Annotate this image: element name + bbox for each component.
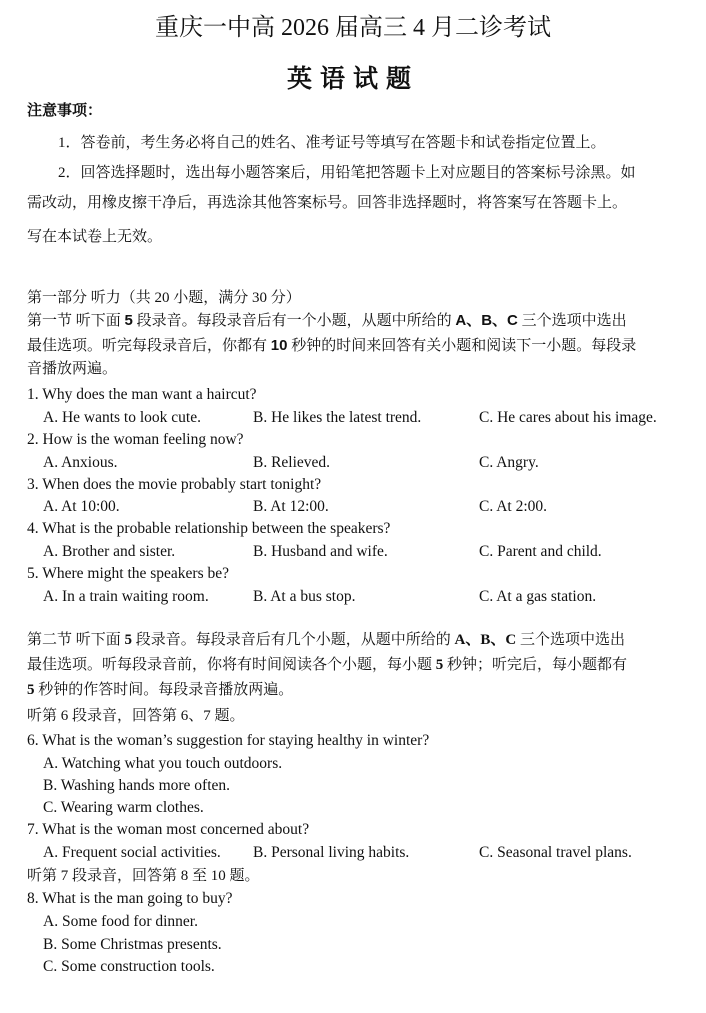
question-2: 2. How is the woman feeling now? (27, 431, 244, 448)
text: 5 (124, 632, 133, 648)
text: 5 (435, 657, 444, 673)
option-7c: C. Seasonal travel plans. (479, 844, 632, 861)
sec1-instructions-line2 (27, 336, 636, 356)
text: 第一节 听下面 (27, 313, 125, 329)
option-4a: A. Brother and sister. (43, 543, 176, 560)
notice-heading: 注意事项： (27, 102, 103, 119)
option-1a: A. He wants to look cute. (43, 409, 201, 426)
notice-item-2-line3: 写在本试卷上无效。 (27, 229, 163, 245)
text: 第二节 听下面 (27, 632, 125, 648)
text: 段录音。每段录音后有一个小题，从题中所给的 (132, 313, 456, 329)
option-2b: B. Relieved. (253, 454, 331, 471)
option-4c: C. Parent and child. (479, 543, 602, 560)
notice-item-1: 1．答卷前，考生务必将自己的姓名、准考证号等填写在答题卡和试卷指定位置上。 (58, 135, 606, 151)
option-7a: A. Frequent social activities. (43, 844, 221, 861)
option-7b: B. Personal living habits. (253, 844, 410, 861)
text: 三个选项中选出 (517, 313, 627, 329)
sec2-instructions-line3 (27, 680, 293, 700)
sec2-instructions-line1 (27, 630, 625, 650)
sec1-instructions-line1 (27, 311, 627, 331)
text: 秒钟；听完后，每小题都有 (443, 657, 628, 673)
option-3a: A. At 10:00. (43, 498, 120, 515)
part1-heading: 第一部分 听力（共 20 小题，满分 30 分） (27, 290, 301, 306)
option-6b: B. Washing hands more often. (43, 777, 231, 794)
question-3: 3. When does the movie probably start tonight? (27, 476, 322, 493)
sec1-instructions-line3: 音播放两遍。 (27, 361, 118, 377)
option-2a: A. Anxious. (43, 454, 118, 471)
option-1b: B. He likes the latest trend. (253, 409, 422, 426)
option-4b: B. Husband and wife. (253, 543, 388, 560)
option-8b: B. Some Christmas presents. (43, 936, 222, 953)
exam-subtitle: 英语试题 (286, 66, 419, 93)
notice-item-2-line2: 需改动，用橡皮擦干净后，再选涂其他答案标号。回答非选择题时，将答案写在答题卡上。 (27, 195, 628, 211)
text: 三个选项中选出 (516, 632, 625, 648)
text: A、B、C (455, 312, 518, 329)
notice-item-2-line1: 2．回答选择题时，选出每小题答案后，用铅笔把答题卡上对应题目的答案标号涂黑。如 (58, 165, 636, 181)
text: 5 (27, 682, 35, 698)
text: 最佳选项。听每段录音前，你将有时间阅读各个小题，每小题 (27, 657, 436, 673)
question-7: 7. What is the woman most concerned about? (27, 821, 310, 838)
question-8: 8. What is the man going to buy? (27, 890, 233, 907)
question-5: 5. Where might the speakers be? (27, 565, 229, 582)
text: A、B、C (454, 632, 517, 648)
question-1: 1. Why does the man want a haircut? (27, 386, 257, 403)
option-6c: C. Wearing warm clothes. (43, 799, 204, 816)
sec2-instructions-line2 (27, 655, 627, 675)
text: 5 (124, 312, 133, 329)
segment-7-heading: 听第 7 段录音，回答第 8 至 10 题。 (27, 868, 260, 884)
text: 10 (270, 337, 288, 354)
text: 秒钟的时间来回答有关小题和阅读下一小题。每段录 (287, 338, 637, 354)
option-3b: B. At 12:00. (253, 498, 329, 515)
option-5c: C. At a gas station. (479, 588, 597, 605)
exam-title: 重庆一中高 2026 届高三 4 月二诊考试 (155, 15, 551, 41)
option-8c: C. Some construction tools. (43, 958, 215, 975)
option-8a: A. Some food for dinner. (43, 913, 198, 930)
text: 段录音。每段录音后有几个小题，从题中所给的 (132, 632, 455, 648)
option-3c: C. At 2:00. (479, 498, 548, 515)
question-6: 6. What is the woman’s suggestion for staying healthy in winter? (27, 732, 430, 749)
option-1c: C. He cares about his image. (479, 409, 657, 426)
option-2c: C. Angry. (479, 454, 539, 471)
question-4: 4. What is the probable relationship between the speakers? (27, 520, 391, 537)
segment-6-heading: 听第 6 段录音，回答第 6、7 题。 (27, 708, 245, 724)
option-5b: B. At a bus stop. (253, 588, 356, 605)
option-6a: A. Watching what you touch outdoors. (43, 755, 283, 772)
text: 秒钟的作答时间。每段录音播放两遍。 (34, 682, 294, 698)
text: 最佳选项。听完每段录音后，你都有 (27, 338, 271, 354)
option-5a: A. In a train waiting room. (43, 588, 209, 605)
